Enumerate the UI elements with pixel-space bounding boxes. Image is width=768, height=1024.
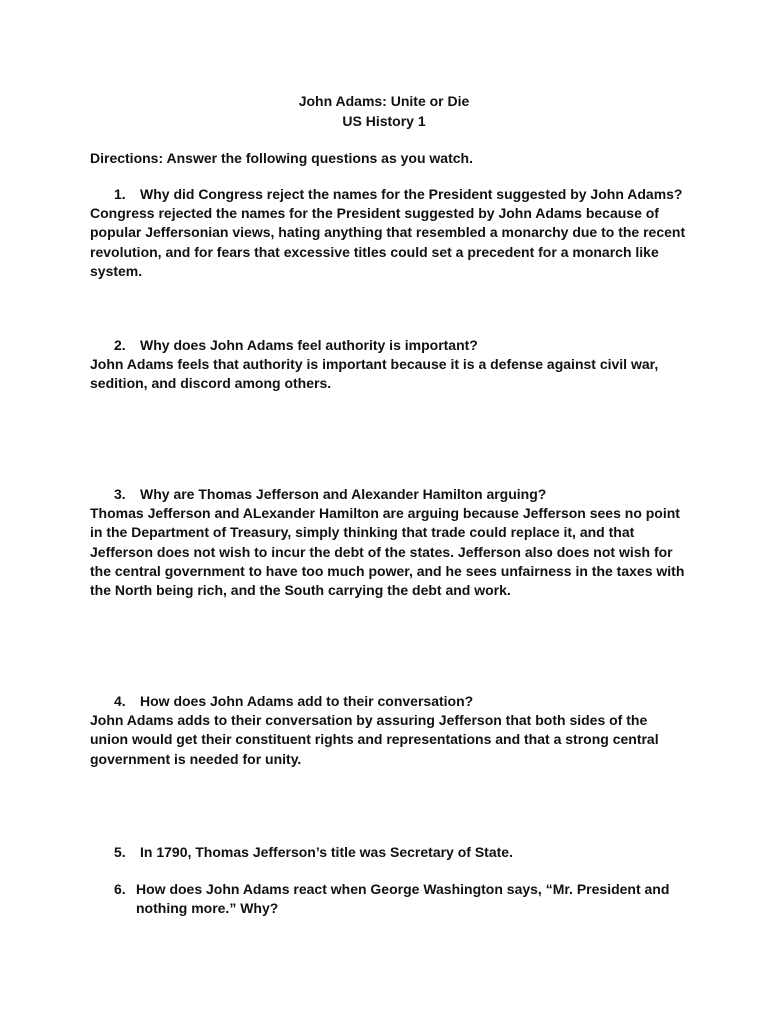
answer-4 xyxy=(90,711,690,769)
answer-line: the North being rich, and the South carrying the debt and work. xyxy=(90,582,511,599)
question-number: 6. xyxy=(114,881,126,897)
answer-line: popular Jeffersonian views, hating anything that resembled a monarchy due to the recent xyxy=(90,224,686,241)
question-text: How does John Adams add to their conversation? xyxy=(140,693,474,709)
directions: Directions: Answer the following questions as you watch. xyxy=(90,150,473,166)
answer-line: in the Department of Treasury, simply thinking that trade could replace it, and that xyxy=(90,524,635,541)
question-4 xyxy=(114,692,714,712)
answer-3 xyxy=(90,504,690,600)
question-number: 1. xyxy=(114,186,126,202)
answer-line: Jefferson does not wish to incur the debt of the states. Jefferson also does not wish for xyxy=(90,543,673,560)
question-5 xyxy=(114,843,714,863)
answer-line: system. xyxy=(90,262,143,279)
question-1 xyxy=(114,185,714,205)
answer-line: government is needed for unity. xyxy=(90,750,302,767)
question-number: 4. xyxy=(114,693,126,709)
question-line: nothing more.” Why? xyxy=(136,900,279,917)
answer-line: John Adams adds to their conversation by assuring Jefferson that both sides of the xyxy=(90,712,648,728)
answer-line: sedition, and discord among others. xyxy=(90,375,332,392)
question-text: In 1790, Thomas Jefferson’s title was Secretary of State. xyxy=(140,844,513,860)
question-6 xyxy=(114,880,714,920)
answer-line: John Adams feels that authority is important because it is a defense against civil war, xyxy=(90,356,659,372)
question-number: 5. xyxy=(114,844,126,860)
question-line: How does John Adams react when George Washington says, “Mr. President and xyxy=(136,881,670,897)
question-2 xyxy=(114,336,714,356)
question-3 xyxy=(114,485,714,505)
question-text: Why did Congress reject the names for the President suggested by John Adams? xyxy=(140,186,683,202)
answer-line: union would get their constituent rights and representations and that a strong central xyxy=(90,731,659,748)
question-text: Why are Thomas Jefferson and Alexander Hamilton arguing? xyxy=(140,486,547,502)
document-title: John Adams: Unite or Die xyxy=(298,93,470,109)
question-text xyxy=(136,880,669,919)
answer-line: revolution, and for fears that excessive titles could set a precedent for a monarch like xyxy=(90,243,659,260)
question-number: 2. xyxy=(114,337,126,353)
answer-line: Thomas Jefferson and ALexander Hamilton are arguing because Jefferson sees no point xyxy=(90,505,680,521)
answer-line: the central government to have too much power, and he sees unfairness in the taxes with xyxy=(90,562,685,579)
document-subtitle: US History 1 xyxy=(342,113,426,129)
question-text: Why does John Adams feel authority is important? xyxy=(140,337,478,353)
question-number: 3. xyxy=(114,486,126,502)
answer-2 xyxy=(90,355,690,394)
answer-line: Congress rejected the names for the President suggested by John Adams because of xyxy=(90,205,659,221)
answer-1 xyxy=(90,204,690,281)
